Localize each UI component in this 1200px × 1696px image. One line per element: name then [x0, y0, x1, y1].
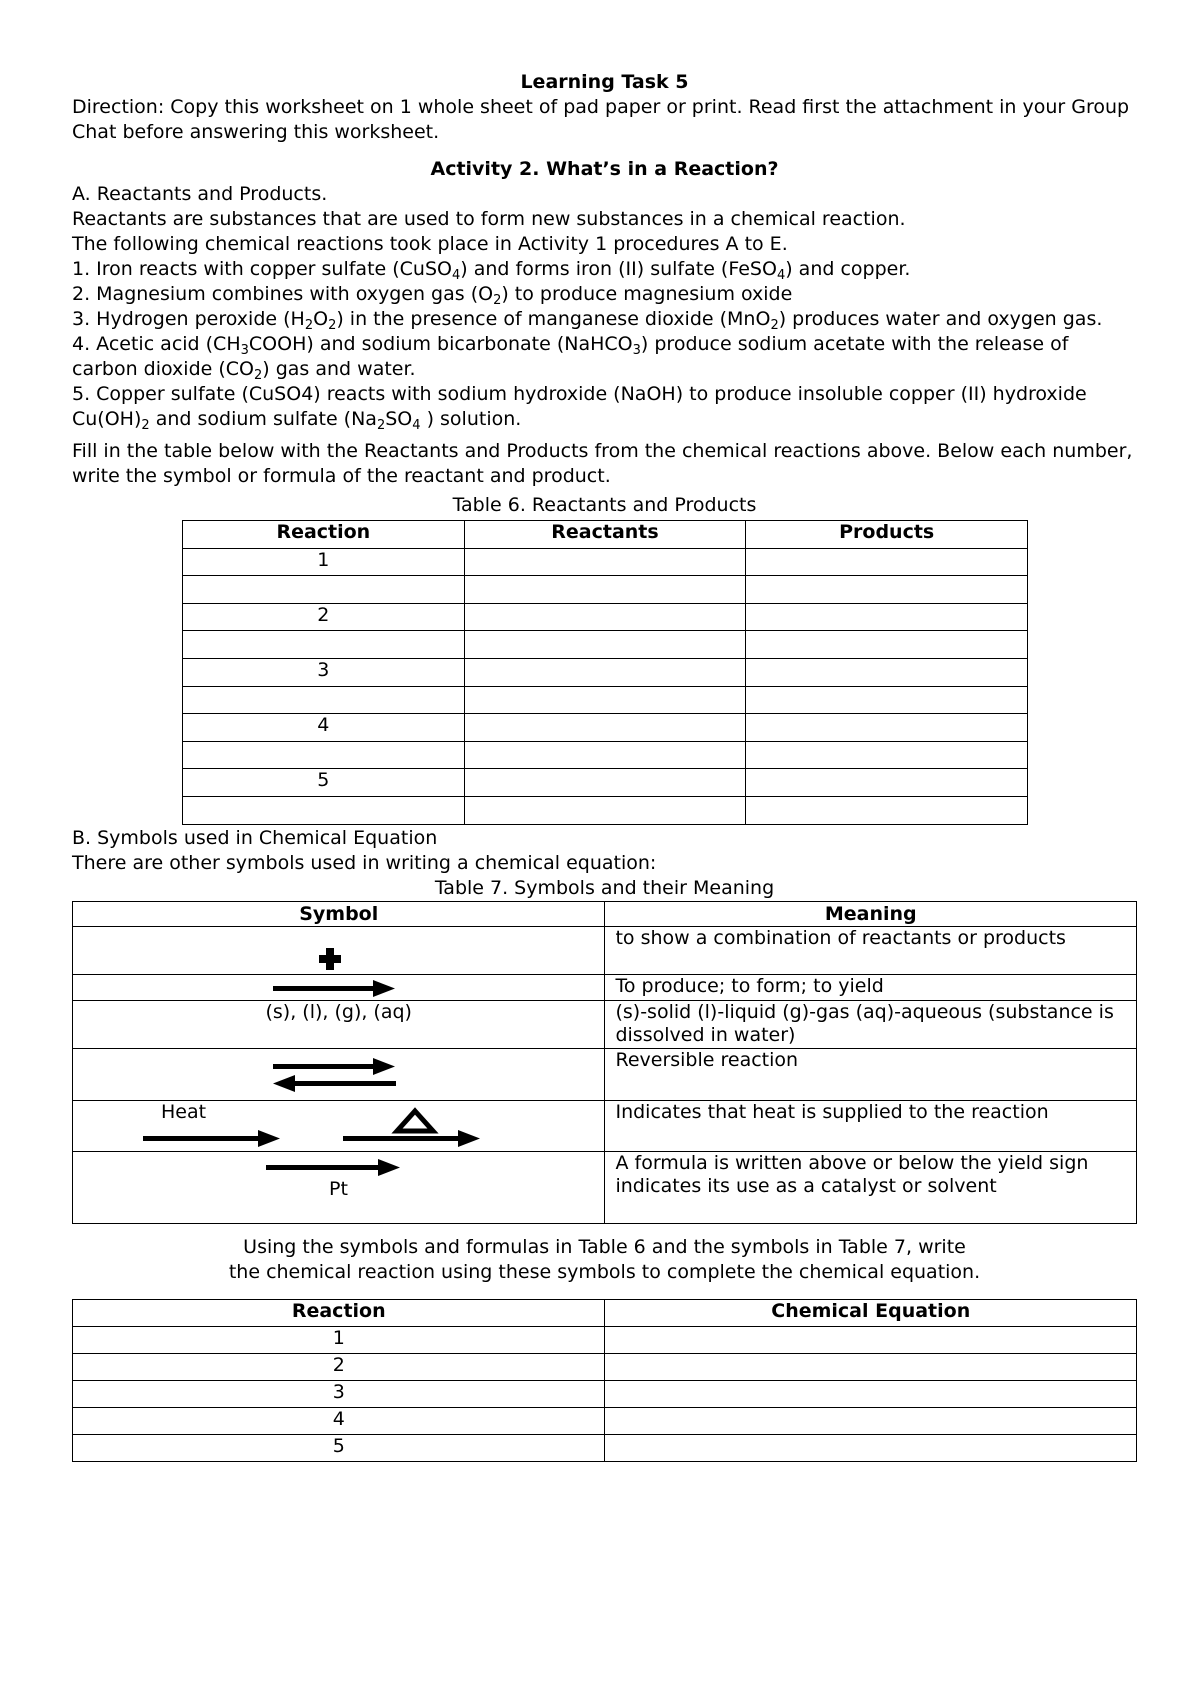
column-header-symbol: Symbol [73, 901, 605, 926]
table-row [73, 926, 1137, 974]
reactants-answer-cell[interactable] [464, 714, 746, 742]
reaction-number-cell: 4 [183, 714, 465, 742]
table-row [73, 1048, 1137, 1100]
reactants-products-table [182, 520, 1028, 825]
symbol-cell [73, 1151, 605, 1223]
products-answer-cell[interactable] [746, 548, 1028, 576]
reactants-answer-cell[interactable] [464, 796, 746, 824]
plus-icon [316, 946, 346, 974]
section-b-title: B. Symbols used in Chemical Equation [72, 826, 438, 849]
table-row [183, 714, 1028, 742]
table-row [73, 1326, 1137, 1353]
table6-instruction: Fill in the table below with the Reactants and Products from the chemical reactions above. Below each number, write the symbol or formula of the reactant and product. [72, 440, 1133, 487]
meaning-cell: Reversible reaction [605, 1048, 1137, 1100]
column-header-products: Products [746, 521, 1028, 549]
reaction-number-cell: 5 [183, 769, 465, 797]
activity-title: Activity 2. What’s in a Reaction? [430, 158, 779, 180]
table-row [183, 741, 1028, 769]
column-header-reactants: Reactants [464, 521, 746, 549]
table6-caption: Table 6. Reactants and Products [452, 494, 757, 516]
table-row [183, 548, 1028, 576]
heat-label: Heat [161, 1100, 207, 1123]
table-row [73, 1100, 1137, 1151]
reactants-answer-cell[interactable] [464, 769, 746, 797]
reaction-number-cell: 1 [183, 548, 465, 576]
column-header-chemical-equation: Chemical Equation [605, 1299, 1137, 1326]
table-header-row [73, 1299, 1137, 1326]
reaction-4-text: 4. Acetic acid $(CH_3COOH)$ and sodium bicarbonate (NaHCO$_3$) produce sodium acetate with the release of carbon dioxide $(CO_2)$ gas and water. [72, 333, 1069, 383]
section-b-intro: There are other symbols used in writing a chemical equation: [72, 851, 657, 874]
products-answer-cell[interactable] [746, 769, 1028, 797]
meaning-cell: to show a combination of reactants or products [605, 926, 1137, 974]
reaction-number-cell: 3 [73, 1380, 605, 1407]
meaning-cell: A formula is written above or below the yield sign indicates its use as a catalyst or solvent [605, 1151, 1137, 1223]
equation-instruction-line1: Using the symbols and formulas in Table 6 and the symbols in Table 7, write [243, 1235, 966, 1258]
reactants-answer-cell[interactable] [464, 548, 746, 576]
reaction-number-cell [183, 741, 465, 769]
table-row [183, 796, 1028, 824]
products-answer-cell[interactable] [746, 631, 1028, 659]
symbol-cell: (s), (l), (g), (aq) [73, 1000, 605, 1048]
table-row [183, 658, 1028, 686]
section-a-title: A. Reactants and Products. [72, 183, 328, 205]
symbols-table [72, 901, 1137, 1224]
reactants-answer-cell[interactable] [464, 658, 746, 686]
equation-answer-cell[interactable] [605, 1407, 1137, 1434]
reaction-3-text: 3. Hydrogen peroxide $(H_2O_2)$ in the presence of manganese dioxide (MnO$_2$) produces water and oxygen gas. [72, 308, 1103, 333]
table-row [183, 769, 1028, 797]
equation-answer-cell[interactable] [605, 1353, 1137, 1380]
reaction-number-cell: 5 [73, 1434, 605, 1461]
table-row [183, 576, 1028, 604]
table-header-row [183, 521, 1028, 549]
reactants-answer-cell[interactable] [464, 686, 746, 714]
products-answer-cell[interactable] [746, 576, 1028, 604]
heat-arrows-icon [143, 1105, 503, 1151]
meaning-cell: Indicates that heat is supplied to the reaction [605, 1100, 1137, 1151]
table-row [73, 1434, 1137, 1461]
products-answer-cell[interactable] [746, 741, 1028, 769]
table-row [73, 1151, 1137, 1223]
reaction-number-cell: 2 [73, 1353, 605, 1380]
table-row [73, 974, 1137, 1000]
equation-instruction-line2: the chemical reaction using these symbols to complete the chemical equation. [228, 1260, 981, 1283]
equation-answer-cell[interactable] [605, 1326, 1137, 1353]
products-answer-cell[interactable] [746, 714, 1028, 742]
symbol-cell [73, 1048, 605, 1100]
yield-arrow-icon [273, 977, 403, 999]
reversible-arrows-icon [273, 1053, 403, 1097]
column-header-meaning: Meaning [605, 901, 1137, 926]
meaning-cell: To produce; to form; to yield [605, 974, 1137, 1000]
reaction-number-cell [183, 796, 465, 824]
reactants-definition: Reactants are substances that are used to form new substances in a chemical reaction. [72, 208, 906, 230]
symbol-cell [73, 926, 605, 974]
reaction-5-text: 5. Copper sulfate (CuSO4) reacts with sodium hydroxide (NaOH) to produce insoluble copper (II) hydroxide $Cu(OH)_2$ and sodium sulfate ($Na_2SO_4$ ) solution. [72, 383, 1087, 433]
reaction-number-cell [183, 576, 465, 604]
reaction-number-cell [183, 686, 465, 714]
reaction-number-cell: 1 [73, 1326, 605, 1353]
equation-answer-cell[interactable] [605, 1380, 1137, 1407]
reaction-number-cell [183, 631, 465, 659]
table-header-row [73, 901, 1137, 926]
products-answer-cell[interactable] [746, 796, 1028, 824]
equation-answer-cell[interactable] [605, 1434, 1137, 1461]
catalyst-label: Pt [329, 1177, 348, 1200]
table-row [73, 1407, 1137, 1434]
direction-text: Direction: Copy this worksheet on 1 whole sheet of pad paper or print. Read first the attachment in your Group Chat before answering this worksheet. [72, 96, 1130, 143]
column-header-reaction: Reaction [73, 1299, 605, 1326]
table-row [183, 686, 1028, 714]
catalyst-arrow-icon [266, 1154, 406, 1180]
table-row [73, 1000, 1137, 1048]
reactants-answer-cell[interactable] [464, 741, 746, 769]
reaction-number-cell: 3 [183, 658, 465, 686]
chemical-equation-table [72, 1299, 1137, 1462]
products-answer-cell[interactable] [746, 603, 1028, 631]
symbol-cell [73, 1100, 605, 1151]
table-row [183, 603, 1028, 631]
products-answer-cell[interactable] [746, 686, 1028, 714]
worksheet-page [72, 70, 1137, 1462]
meaning-cell: (s)-solid (l)-liquid (g)-gas (aq)-aqueous (substance is dissolved in water) [605, 1000, 1137, 1048]
table-row [183, 631, 1028, 659]
page-title: Learning Task 5 [520, 71, 689, 93]
reactions-intro: The following chemical reactions took place in Activity 1 procedures A to E. [72, 233, 788, 255]
table-row [73, 1353, 1137, 1380]
products-answer-cell[interactable] [746, 658, 1028, 686]
table7-caption: Table 7. Symbols and their Meaning [434, 876, 775, 899]
reactants-answer-cell[interactable] [464, 603, 746, 631]
reaction-number-cell: 2 [183, 603, 465, 631]
reaction-2-text: 2. Magnesium combines with oxygen gas $(O_2)$ to produce magnesium oxide [72, 283, 793, 308]
reaction-number-cell: 4 [73, 1407, 605, 1434]
reactants-answer-cell[interactable] [464, 576, 746, 604]
table-row [73, 1380, 1137, 1407]
reaction-1-text: 1. Iron reacts with copper sulfate (CuSO$_4$) and forms iron (II) sulfate (FeSO$_4$) and copper. [72, 258, 911, 283]
reactants-answer-cell[interactable] [464, 631, 746, 659]
symbol-cell [73, 974, 605, 1000]
column-header-reaction: Reaction [183, 521, 465, 549]
